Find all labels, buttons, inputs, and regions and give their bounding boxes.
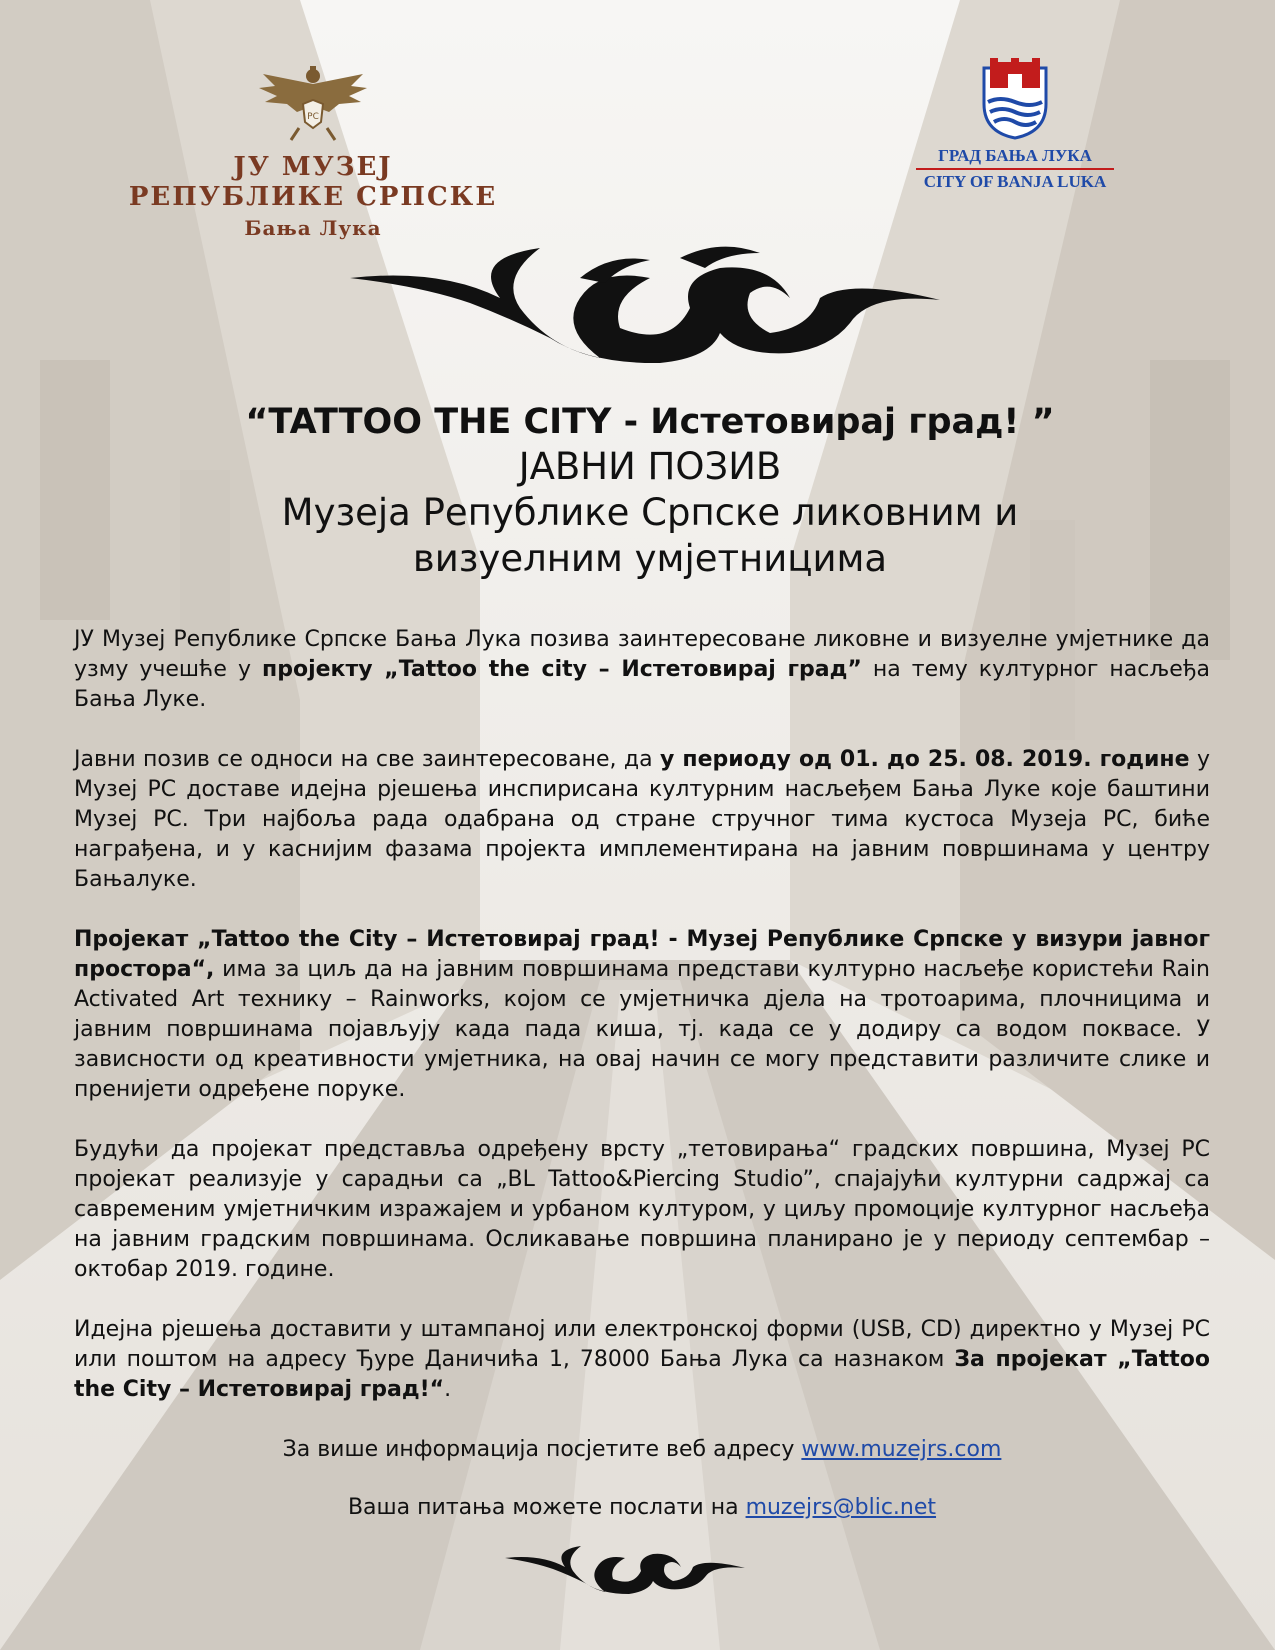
website-link[interactable]: www.muzejrs.com <box>801 1437 1002 1462</box>
project-title-bold: Пројекат „Tattoo the City – Истетовирај град! - Музеј Републике Српске у визури јавног простора“, <box>74 927 1210 982</box>
city-name-latin: CITY OF BANJA LUKA <box>916 168 1114 192</box>
body-content <box>74 625 1210 1551</box>
email-link[interactable]: muzejrs@blic.net <box>745 1495 937 1520</box>
paragraph-invitation: ЈУ Музеј Републике Српске Бања Лука позива заинтересоване ликовне и визуелне умјетнике да узму учешће у пројекту „Tattoo the city – Истетовирај град” на тему културног насљеђа Бања Луке. <box>74 627 1210 712</box>
deadline-bold: у периоду од 01. до 25. 08. 2019. године <box>659 747 1190 772</box>
paragraph-submission: Идејна рјешења доставити у штампаној или електронској форми (USB, CD) директно у Музеј РС или поштом на адресу Ђуре Даничића 1, 78000 Бања Лука са назнаком За пројекат „Tattoo the City – Истетовирај град!“. <box>74 1317 1210 1402</box>
museum-name: ЈУ МУЗЕЈ РЕПУБЛИКЕ СРПСКЕ <box>128 152 498 212</box>
info-line: За више информација посјетите веб адресу www.muzejrs.com <box>282 1437 1002 1462</box>
submission-label-bold: За пројекат „Tattoo the City – Истетовирај град!“ <box>74 1347 1210 1402</box>
title-addressee: Музеја Републике Српске ликовним и визуелним умјетницима <box>281 491 1019 580</box>
museum-city: Бања Лука <box>244 216 382 240</box>
contact-line: Ваша питања можете послати на muzejrs@blic.net <box>347 1495 937 1520</box>
tribal-tattoo-ornament-icon <box>350 238 940 368</box>
double-eagle-emblem-icon <box>253 66 373 146</box>
museum-logo <box>128 66 498 240</box>
city-logo <box>900 58 1130 192</box>
emblem-text: РС <box>307 112 319 122</box>
title-public-call: ЈАВНИ ПОЗИВ <box>518 445 782 488</box>
tribal-tattoo-small-icon <box>505 1542 745 1596</box>
title-block <box>150 400 1150 582</box>
title-main: “TATTOO THE CITY - Истетовирај град! ” <box>245 402 1055 442</box>
paragraph-project-description: Пројекат „Tattoo the City – Истетовирај град! - Музеј Републике Српске у визури јавног простора“, има за циљ да на јавним површинама представи културно насљеђе користећи Rain Activated Art технику – Rainworks, којом се умјетничка дјела на тротоарима, плочницима и јавним површинама појављују када пада киша, тј. када се у додиру са водом поквасе. У зависности од креативности умјетника, на овај начин се могу представити различите слике и пренијети одређене поруке. <box>74 927 1210 1102</box>
city-crest-icon <box>980 58 1050 140</box>
project-name-bold: пројекту „Tattoo the city – Истетовирај град” <box>262 657 862 682</box>
paragraph-deadline: Јавни позив се односи на све заинтересоване, да у периоду од 01. до 25. 08. 2019. године у Музеј РС доставе идејна рјешења инспирисана културним насљеђем Бања Луке које баштини Музеј РС. Три најбоља рада одабрана од стране стручног тима кустоса Музеја РС, биће награђена, и у каснијим фазама пројекта имплементирана на јавним површинама у центру Бањалуке. <box>74 747 1210 892</box>
paragraph-partnership: Будући да пројекат представља одређену врсту „тетовирања“ градских површина, Музеј РС пројекат реализује у сарадњи са „BL Tattoo&Piercing Studio”, спајајући културни садржај са савременим умјетничким изражајем и урбаном културом, у циљу промоције културног насљеђа на јавним градским површинама. Осликавање површина планирано је у периоду септембар – октобар 2019. године. <box>74 1137 1210 1282</box>
city-name-cyrillic: ГРАД БАЊА ЛУКА <box>938 146 1092 165</box>
